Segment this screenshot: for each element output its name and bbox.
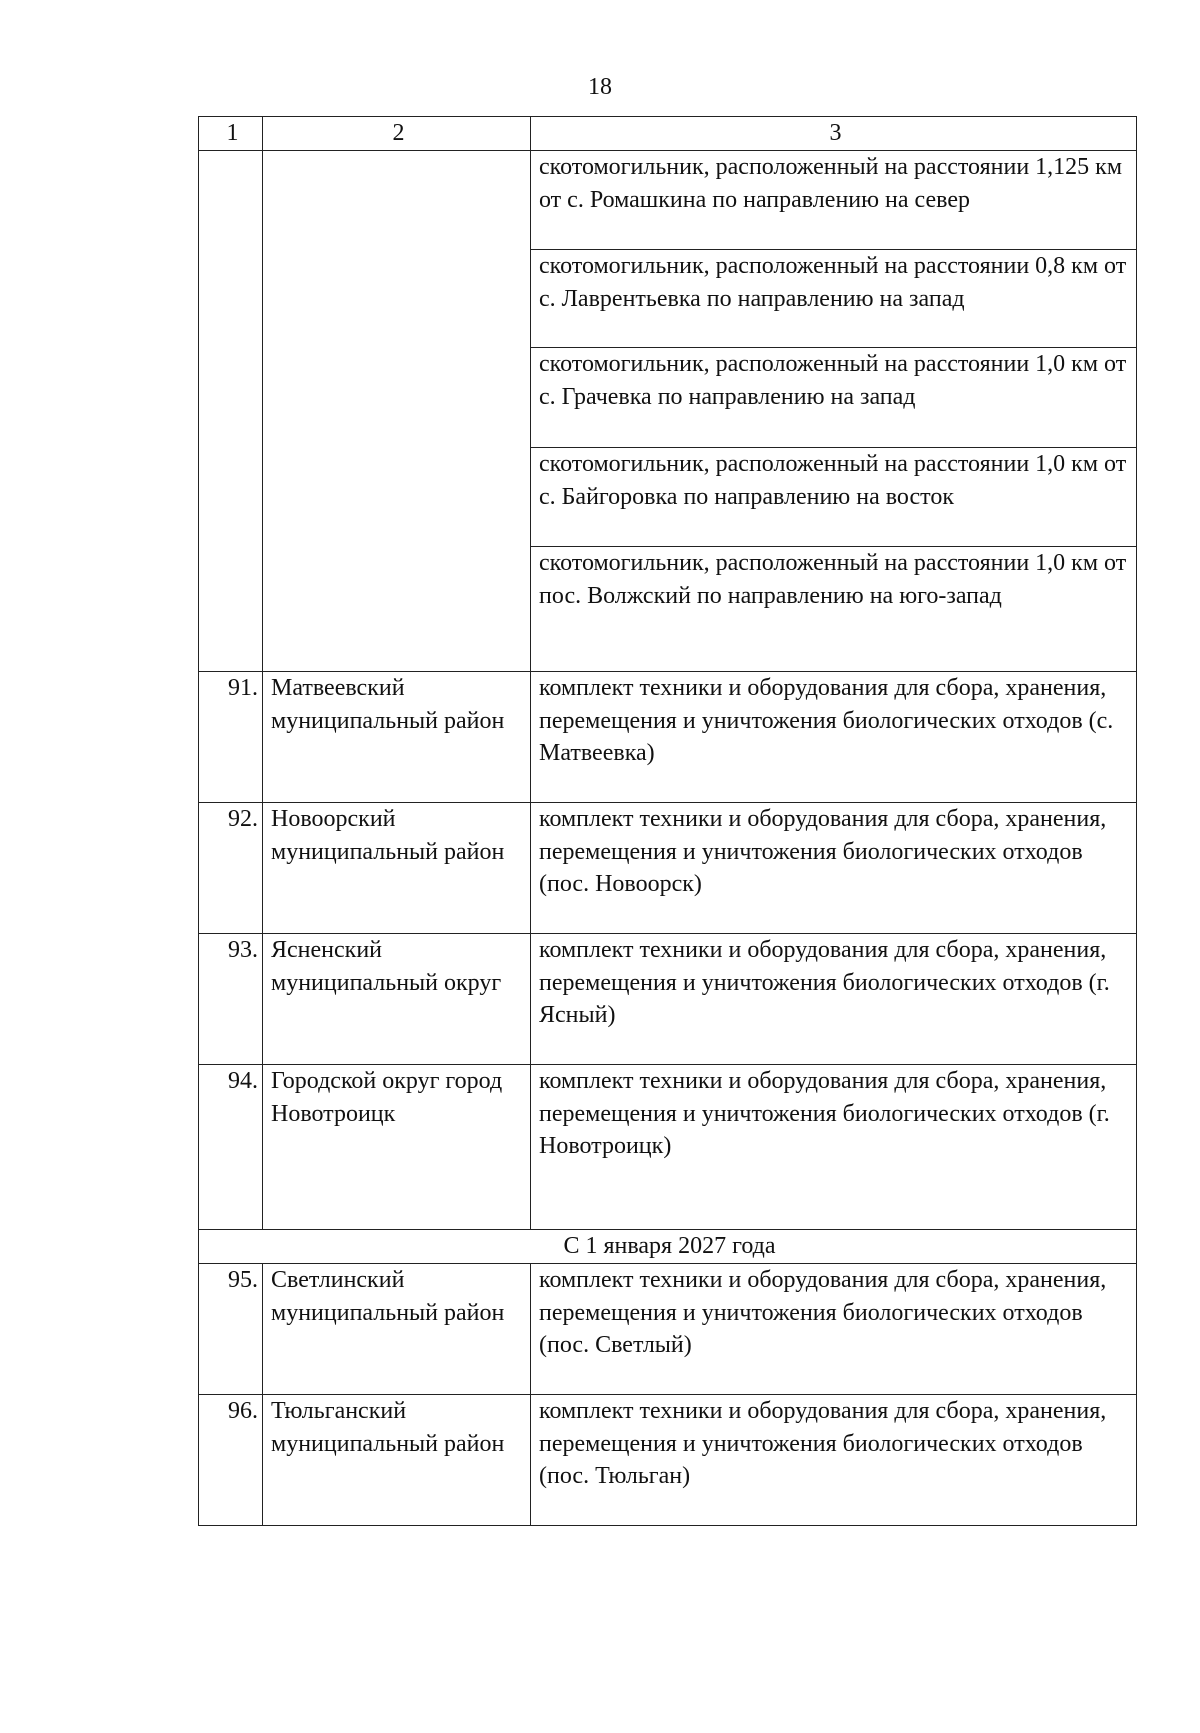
row-number: 94. — [199, 1065, 263, 1230]
section-title: С 1 января 2027 года — [199, 1230, 1137, 1264]
table-row-continued — [199, 151, 1137, 672]
header-col-1: 1 — [199, 117, 263, 151]
object-entry: скотомогильник, расположенный на расстоянии 1,125 км от с. Ромашкина по направлению на север — [539, 154, 1123, 213]
row-object: комплект техники и оборудования для сбора, хранения, перемещения и уничтожения биологических отходов (с. Матвеевка) — [531, 672, 1137, 803]
header-col-3: 3 — [531, 117, 1137, 151]
row-number-cell — [199, 151, 263, 672]
row-name: Новоорский муниципальный район — [263, 803, 531, 934]
row-object: комплект техники и оборудования для сбора, хранения, перемещения и уничтожения биологических отходов (пос. Тюльган) — [531, 1395, 1137, 1526]
row-object: комплект техники и оборудования для сбора, хранения, перемещения и уничтожения биологических отходов (г. Новотроицк) — [531, 1065, 1137, 1230]
table-row — [199, 672, 1137, 803]
row-name: Тюльганский муниципальный район — [263, 1395, 531, 1526]
row-number: 93. — [199, 934, 263, 1065]
header-col-2: 2 — [263, 117, 531, 151]
row-number: 95. — [199, 1264, 263, 1395]
table-row — [199, 1395, 1137, 1526]
row-name-cell — [263, 151, 531, 672]
table-row — [199, 1264, 1137, 1395]
row-number: 96. — [199, 1395, 263, 1526]
object-entry: скотомогильник, расположенный на расстоянии 1,0 км от с. Грачевка по направлению на запад — [531, 347, 1136, 447]
row-number: 92. — [199, 803, 263, 934]
row-number: 91. — [199, 672, 263, 803]
row-object: комплект техники и оборудования для сбора, хранения, перемещения и уничтожения биологических отходов (пос. Новоорск) — [531, 803, 1137, 934]
row-object: комплект техники и оборудования для сбора, хранения, перемещения и уничтожения биологических отходов (пос. Светлый) — [531, 1264, 1137, 1395]
object-entry: скотомогильник, расположенный на расстоянии 1,0 км от пос. Волжский по направлению на юго-запад — [531, 546, 1136, 671]
object-entry: скотомогильник, расположенный на расстоянии 0,8 км от с. Лаврентьевка по направлению на запад — [531, 249, 1136, 347]
page-number: 18 — [588, 74, 612, 100]
row-name: Матвеевский муниципальный район — [263, 672, 531, 803]
row-objects-cell — [531, 151, 1137, 672]
row-object: комплект техники и оборудования для сбора, хранения, перемещения и уничтожения биологических отходов (г. Ясный) — [531, 934, 1137, 1065]
section-row — [199, 1230, 1137, 1264]
table-header-row — [199, 117, 1137, 151]
row-name: Ясненский муниципальный округ — [263, 934, 531, 1065]
data-table — [198, 116, 1137, 1526]
row-name: Светлинский муниципальный район — [263, 1264, 531, 1395]
object-entry: скотомогильник, расположенный на расстоянии 1,0 км от с. Байгоровка по направлению на восток — [531, 447, 1136, 546]
table-row — [199, 934, 1137, 1065]
table-row — [199, 1065, 1137, 1230]
row-name: Городской округ город Новотроицк — [263, 1065, 531, 1230]
table-row — [199, 803, 1137, 934]
